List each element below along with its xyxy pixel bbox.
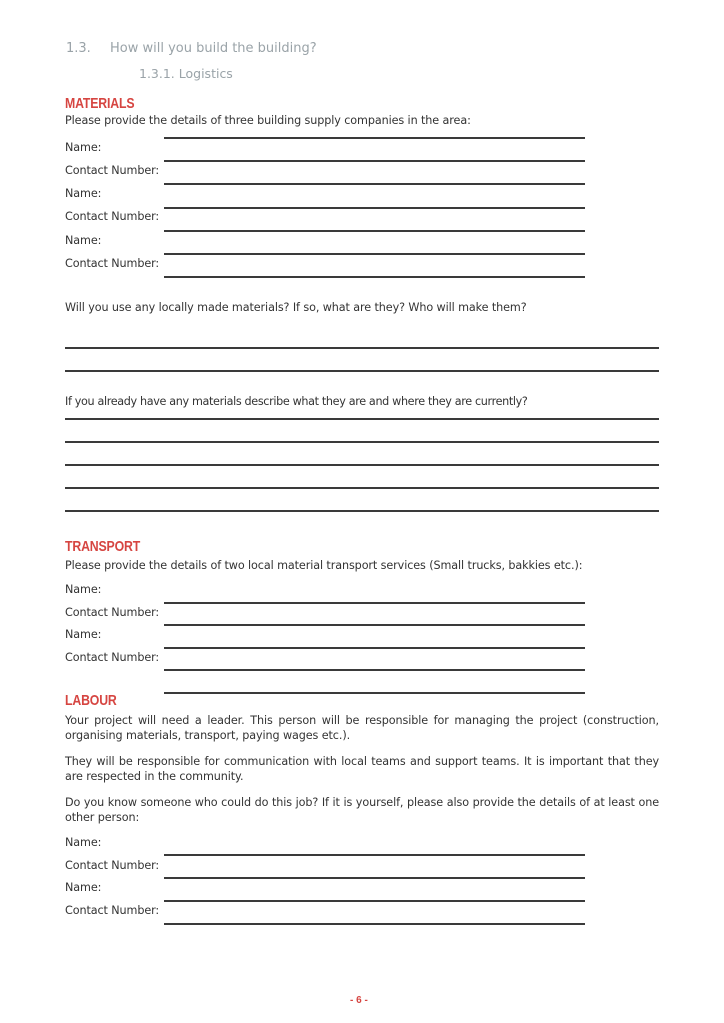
- labour-name-1-input[interactable]: [164, 854, 585, 856]
- field-label-name: Name:: [65, 836, 102, 849]
- existing-materials-answer-line-1[interactable]: [65, 418, 659, 420]
- materials-contact-1-input[interactable]: [164, 183, 585, 185]
- field-label-contact: Contact Number:: [65, 257, 160, 270]
- page-number: - 6 -: [350, 995, 368, 1006]
- labour-heading: LABOUR: [65, 692, 117, 709]
- materials-heading: MATERIALS: [65, 95, 135, 112]
- materials-contact-2-input[interactable]: [164, 230, 585, 232]
- subsection-title: 1.3.1. Logistics: [139, 66, 233, 81]
- field-label-contact: Contact Number:: [65, 859, 160, 872]
- labour-paragraph-1: Your project will need a leader. This person will be responsible for managing the project (construction, organising materials, transport, paying wages etc.).: [65, 714, 659, 742]
- section-number: 1.3.: [66, 41, 91, 56]
- field-label-contact: Contact Number:: [65, 164, 160, 177]
- labour-paragraph-2: They will be responsible for communication with local teams and support teams. It is important that they are respected in the community.: [65, 755, 659, 783]
- transport-extra-line[interactable]: [164, 692, 585, 694]
- local-materials-question: Will you use any locally made materials? If so, what are they? Who will make them?: [65, 301, 527, 314]
- labour-contact-1-input[interactable]: [164, 877, 585, 879]
- field-label-contact: Contact Number:: [65, 210, 160, 223]
- existing-materials-answer-line-5[interactable]: [65, 510, 659, 512]
- field-label-contact: Contact Number:: [65, 904, 160, 917]
- materials-name-3-input[interactable]: [164, 253, 585, 255]
- materials-field-line[interactable]: [164, 137, 585, 139]
- materials-name-2-input[interactable]: [164, 207, 585, 209]
- transport-heading: TRANSPORT: [65, 538, 141, 555]
- local-materials-answer-line-1[interactable]: [65, 347, 659, 349]
- transport-name-1-input[interactable]: [164, 602, 585, 604]
- field-label-contact: Contact Number:: [65, 606, 160, 619]
- existing-materials-question: If you already have any materials describe what they are and where they are currently?: [65, 395, 528, 408]
- existing-materials-answer-line-2[interactable]: [65, 441, 659, 443]
- labour-contact-2-input[interactable]: [164, 923, 585, 925]
- field-label-name: Name:: [65, 141, 102, 154]
- materials-name-1-input[interactable]: [164, 160, 585, 162]
- existing-materials-answer-line-3[interactable]: [65, 464, 659, 466]
- local-materials-answer-line-2[interactable]: [65, 370, 659, 372]
- materials-contact-3-input[interactable]: [164, 276, 585, 278]
- field-label-name: Name:: [65, 628, 102, 641]
- labour-name-2-input[interactable]: [164, 900, 585, 902]
- transport-name-2-input[interactable]: [164, 647, 585, 649]
- existing-materials-answer-line-4[interactable]: [65, 487, 659, 489]
- field-label-name: Name:: [65, 881, 102, 894]
- labour-paragraph-3: Do you know someone who could do this job? If it is yourself, please also provide the details of at least one other person:: [65, 796, 659, 824]
- transport-intro: Please provide the details of two local material transport services (Small trucks, bakkies etc.):: [65, 559, 583, 572]
- transport-contact-2-input[interactable]: [164, 669, 585, 671]
- field-label-contact: Contact Number:: [65, 651, 160, 664]
- materials-intro: Please provide the details of three building supply companies in the area:: [65, 114, 471, 127]
- field-label-name: Name:: [65, 187, 102, 200]
- section-title: How will you build the building?: [110, 41, 317, 56]
- field-label-name: Name:: [65, 234, 102, 247]
- transport-contact-1-input[interactable]: [164, 624, 585, 626]
- field-label-name: Name:: [65, 583, 102, 596]
